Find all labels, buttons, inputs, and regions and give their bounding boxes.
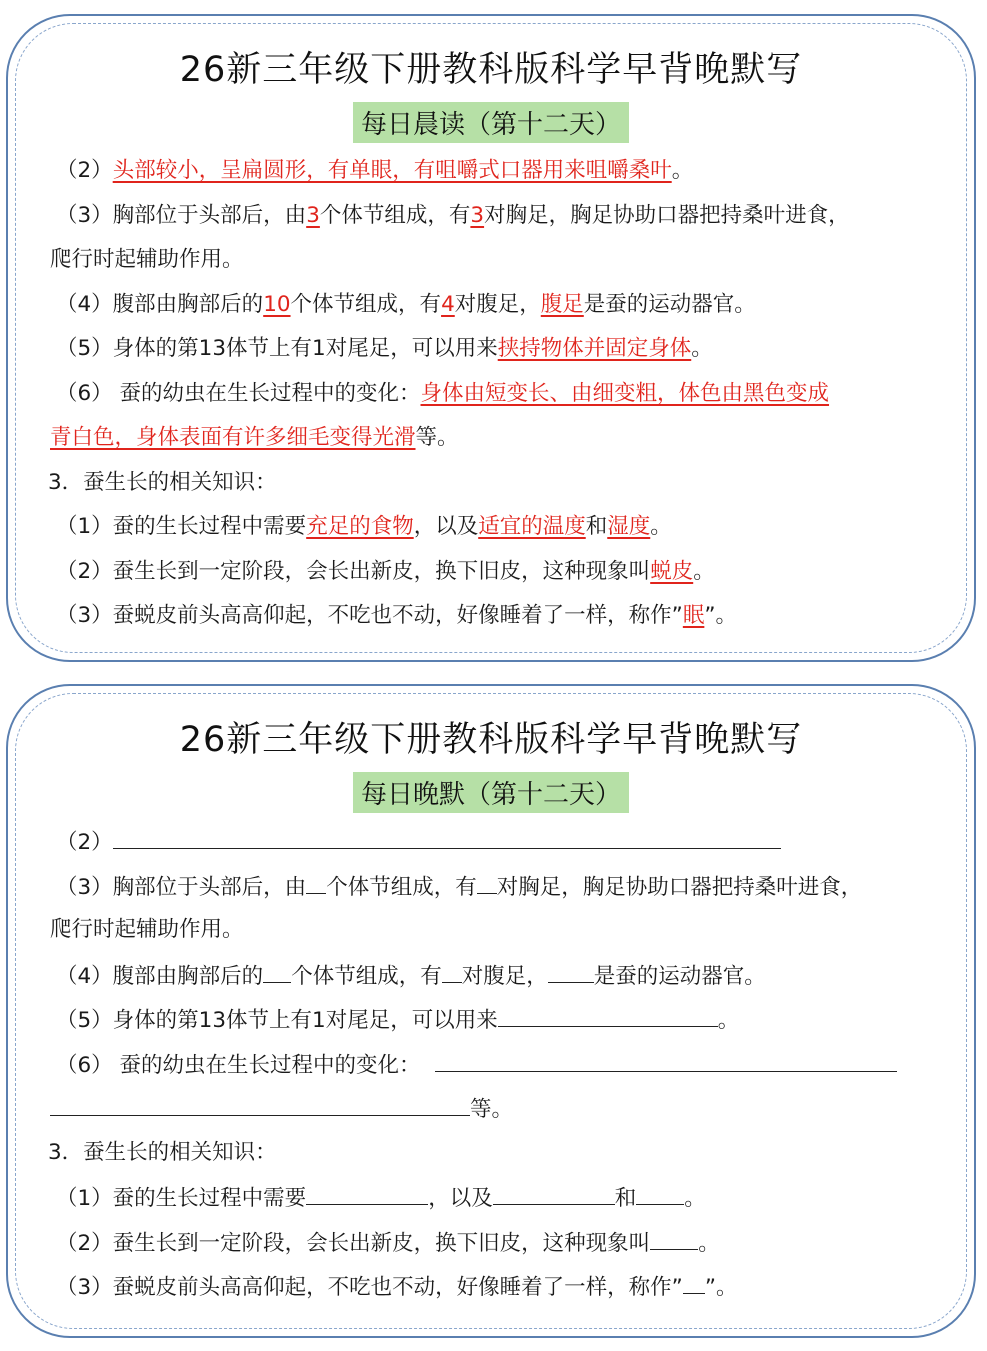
answer-blank[interactable]: [263, 960, 291, 983]
answer-blank[interactable]: [548, 960, 594, 983]
item-6-cont: 等。: [50, 1093, 513, 1125]
item-6: （6） 蚕的幼虫在生长过程中的变化：: [56, 1049, 897, 1081]
answer: 身体由短变长、由细变粗，体色由黑色变成: [420, 381, 830, 406]
item-3: （3）胸部位于头部后，由 个体节组成，有 对胸足，胸足协助口器把持桑叶进食，: [56, 871, 862, 903]
answer-blank[interactable]: [435, 1049, 897, 1072]
answer: 腹足: [540, 292, 584, 317]
answer: 蜕皮: [650, 559, 694, 584]
knowledge-1: （1）蚕的生长过程中需要充足的食物，以及适宜的温度和湿度。: [56, 514, 672, 539]
item-3-cont: 爬行时起辅助作用。: [50, 247, 244, 272]
answer: 挟持物体并固定身体: [497, 336, 692, 361]
answer-blank[interactable]: [636, 1182, 684, 1205]
evening-dictation-card: [6, 684, 976, 1338]
answer-blank[interactable]: [498, 1004, 718, 1027]
knowledge-2: （2）蚕生长到一定阶段，会长出新皮，换下旧皮，这种现象叫蜕皮。: [56, 559, 715, 584]
answer-blank[interactable]: [683, 1271, 705, 1294]
knowledge-3: （3）蚕蜕皮前头高高仰起，不吃也不动，好像睡着了一样，称作” ”。: [56, 1271, 737, 1303]
morning-reading-card: [6, 14, 976, 662]
answer-blank[interactable]: [113, 826, 781, 849]
answer-blank[interactable]: [50, 1093, 470, 1116]
item-5: （5）身体的第13体节上有1对尾足，可以用来 。: [56, 1004, 739, 1036]
section-subtitle: 每日晚默（第十二天）: [353, 772, 629, 813]
section-subtitle: 每日晨读（第十二天）: [353, 102, 629, 143]
section-3-heading: 3．蚕生长的相关知识：: [48, 470, 277, 495]
knowledge-2: （2）蚕生长到一定阶段，会长出新皮，换下旧皮，这种现象叫 。: [56, 1227, 720, 1259]
answer: 充足的食物: [306, 514, 414, 539]
answer-blank[interactable]: [306, 1182, 428, 1205]
answer-blank[interactable]: [442, 960, 462, 983]
answer: 湿度: [607, 514, 651, 539]
item-6: （6） 蚕的幼虫在生长过程中的变化：身体由短变长、由细变粗，体色由黑色变成: [56, 381, 830, 406]
knowledge-3: （3）蚕蜕皮前头高高仰起，不吃也不动，好像睡着了一样，称作”眠”。: [56, 603, 737, 628]
answer: 青白色，身体表面有许多细毛变得光滑: [50, 425, 416, 450]
answer: 眠: [682, 603, 705, 628]
answer: 3: [306, 203, 320, 228]
item-2: （2）: [56, 826, 781, 858]
item-2: （2）头部较小，呈扁圆形，有单眼，有咀嚼式口器用来咀嚼桑叶。: [56, 158, 694, 183]
answer: 3: [470, 203, 485, 228]
answer-blank[interactable]: [493, 1182, 615, 1205]
item-4: （4）腹部由胸部后的10个体节组成，有4对腹足，腹足是蚕的运动器官。: [56, 292, 756, 317]
section-3-heading: 3．蚕生长的相关知识：: [48, 1140, 277, 1165]
answer-blank[interactable]: [477, 871, 497, 894]
item-4: （4）腹部由胸部后的 个体节组成，有 对腹足， 是蚕的运动器官。: [56, 960, 766, 992]
page-title: 26新三年级下册教科版科学早背晚默写: [179, 50, 803, 90]
item-3-cont: 爬行时起辅助作用。: [50, 917, 244, 942]
answer: 10: [263, 292, 291, 317]
answer-blank[interactable]: [306, 871, 326, 894]
item-3: （3）胸部位于头部后，由3个体节组成，有3对胸足，胸足协助口器把持桑叶进食，: [56, 203, 850, 228]
answer-blank[interactable]: [650, 1227, 698, 1250]
answer: 适宜的温度: [478, 514, 586, 539]
page-title: 26新三年级下册教科版科学早背晚默写: [179, 720, 803, 760]
knowledge-1: （1）蚕的生长过程中需要 ，以及 和 。: [56, 1182, 706, 1214]
answer: 头部较小，呈扁圆形，有单眼，有咀嚼式口器用来咀嚼桑叶: [112, 158, 672, 183]
item-5: （5）身体的第13体节上有1对尾足，可以用来挟持物体并固定身体。: [56, 336, 713, 361]
answer: 4: [441, 292, 455, 317]
item-6-cont: 青白色，身体表面有许多细毛变得光滑等。: [50, 425, 459, 450]
